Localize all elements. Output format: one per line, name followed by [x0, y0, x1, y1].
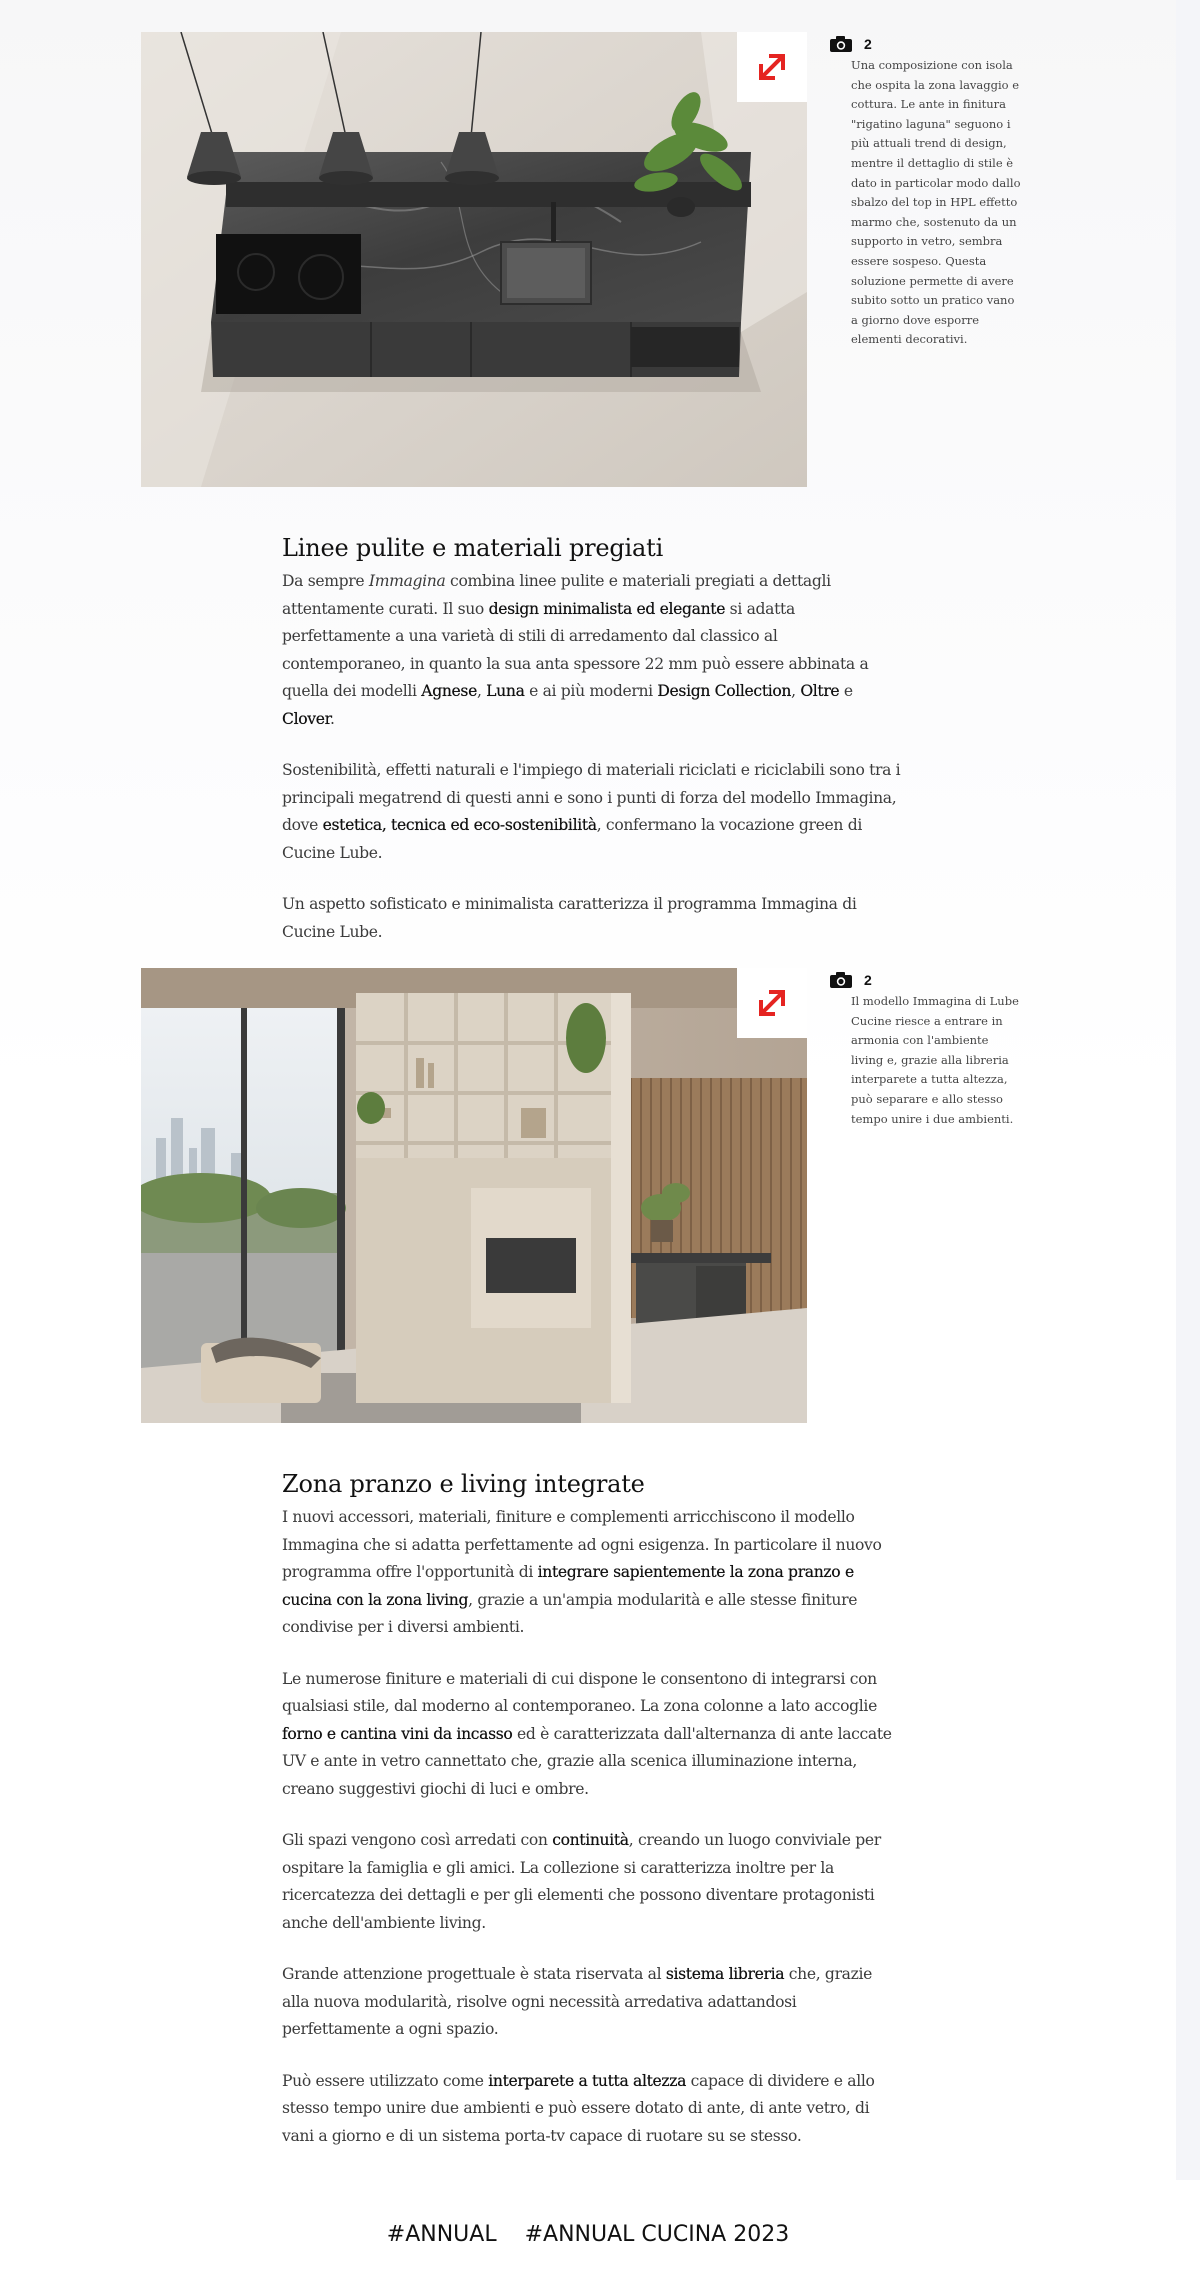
- article-section-2: [282, 1468, 902, 2174]
- image-caption: [830, 970, 1020, 1129]
- article-section-1: [282, 532, 902, 970]
- camera-icon: [830, 36, 852, 52]
- tag-list: [0, 2222, 1176, 2247]
- kitchen-island-photo[interactable]: [141, 32, 807, 487]
- section-title: Linee pulite e materiali pregiati: [282, 534, 664, 562]
- paragraph: Sostenibilità, effetti naturali e l'impiego di materiali riciclati e riciclabili sono tra i principali megatrend di questi anni e sono i punti di forza del modello Immagina, dove estetica, tecnica ed eco-sostenibilità, confermano la vocazione green di Cucine Lube.: [282, 761, 901, 862]
- expand-image-button[interactable]: [737, 968, 807, 1038]
- caption-text: Una composizione con isola che ospita la zona lavaggio e cottura. Le ante in finitura "rigatino laguna" seguono i più attuali trend di design, mentre il dettaglio di stile è dato in particolar modo dallo sbalzo del top in HPL effetto marmo che, sostenuto da un supporto in vetro, sembra essere sospeso. Questa soluzione permette di avere subito sotto un pratico vano a giorno dove esporre elementi decorativi.: [851, 58, 1021, 347]
- tag-annual[interactable]: #ANNUAL: [386, 2222, 497, 2247]
- paragraph: Gli spazi vengono così arredati con continuità, creando un luogo conviviale per ospitare la famiglia e gli amici. La collezione si caratterizza inoltre per la ricercatezza dei dettagli e per gli elementi che possono diventare protagonisti anche dell'ambiente living.: [282, 1831, 881, 1932]
- paragraph: I nuovi accessori, materiali, finiture e complementi arricchiscono il modello Immagina che si adatta perfettamente ad ogni esigenza. In particolare il nuovo programma offre l'opportunità di integrare sapientemente la zona pranzo e cucina con la zona living, grazie a un'ampia modularità e alle stesse finiture condivise per i diversi ambienti.: [282, 1508, 882, 1636]
- photo-count: 2: [864, 972, 872, 988]
- expand-diagonal-icon: [755, 50, 789, 84]
- kitchen-island-image: [141, 32, 807, 487]
- image-caption: [830, 34, 1020, 350]
- living-room-image: [141, 968, 807, 1423]
- paragraph: Può essere utilizzato come interparete a tutta altezza capace di dividere e allo stesso tempo unire due ambienti e può essere dotato di ante, di ante vetro, di vani a giorno e di un sistema porta-tv capace di ruotare su se stesso.: [282, 2071, 875, 2145]
- photo-count: 2: [864, 36, 872, 52]
- tag-annual-cucina-2023[interactable]: #ANNUAL CUCINA 2023: [524, 2222, 790, 2247]
- expand-diagonal-icon: [755, 986, 789, 1020]
- paragraph: Grande attenzione progettuale è stata riservata al sistema libreria che, grazie alla nuova modularità, risolve ogni necessità arredativa adattandosi perfettamente a ogni spazio.: [282, 1965, 872, 2038]
- paragraph: Le numerose finiture e materiali di cui dispone le consentono di integrarsi con qualsiasi stile, dal moderno al contemporaneo. La zona colonne a lato accoglie forno e cantina vini da incasso ed è caratterizzata dall'alternanza di ante laccate UV e ante in vetro cannettato che, grazie alla scenica illuminazione interna, creano suggestivi giochi di luci e ombre.: [282, 1669, 892, 1798]
- paragraph: Un aspetto sofisticato e minimalista caratterizza il programma Immagina di Cucine Lube.: [282, 895, 857, 941]
- scrollbar-track[interactable]: [1176, 0, 1200, 2180]
- expand-image-button[interactable]: [737, 32, 807, 102]
- caption-text: Il modello Immagina di Lube Cucine riesce a entrare in armonia con l'ambiente living e, grazie alla libreria interparete a tutta altezza, può separare e allo stesso tempo unire i due ambienti.: [851, 994, 1019, 1126]
- living-bookcase-photo[interactable]: [141, 968, 807, 1423]
- section-title: Zona pranzo e living integrate: [282, 1470, 645, 1498]
- paragraph: Da sempre Immagina combina linee pulite e materiali pregiati a dettagli attentamente curati. Il suo design minimalista ed elegante si adatta perfettamente a una varietà di stili di arredamento dal classico al contemporaneo, in quanto la sua anta spessore 22 mm può essere abbinata a quella dei modelli Agnese, Luna e ai più moderni Design Collection, Oltre e Clover.: [282, 572, 869, 728]
- camera-icon: [830, 972, 852, 988]
